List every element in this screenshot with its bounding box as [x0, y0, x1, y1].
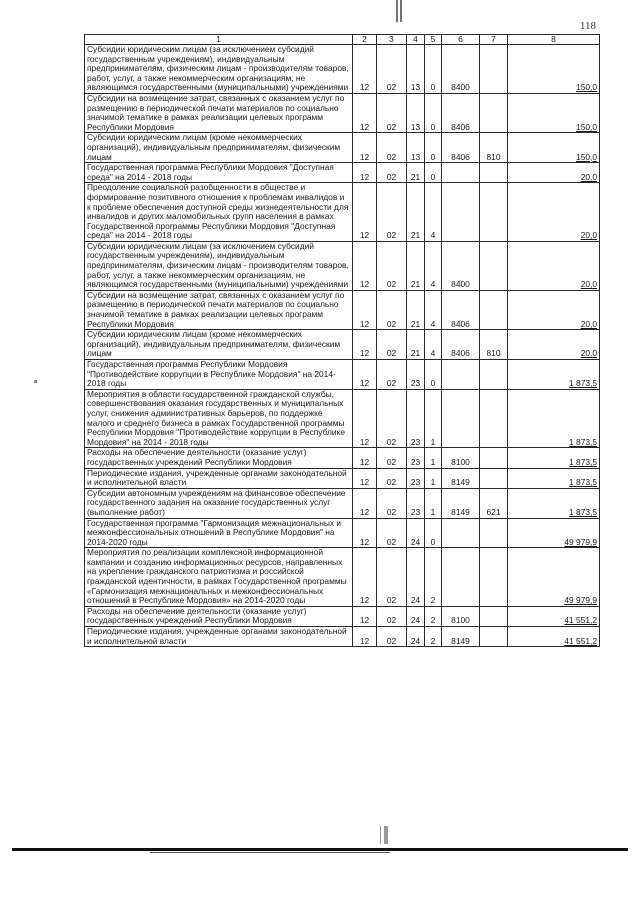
row-code-section: 12: [353, 290, 377, 329]
row-amount: [508, 290, 600, 329]
table-row: [85, 548, 600, 607]
table-row: [85, 93, 600, 132]
row-code-target: [442, 360, 480, 390]
table-row: [85, 133, 600, 163]
row-code-section: 12: [353, 488, 377, 518]
row-description: Государственная программа "Гармонизация межнациональных и межконфессиональных отношений в Республике Мордовия" на 2014-2020 годы: [85, 518, 353, 548]
row-code-expense-type: 810: [480, 330, 508, 360]
row-code-program: 21: [407, 330, 425, 360]
row-description: Субсидии на возмещение затрат, связанных с оказанием услуг по размещению в периодической печати материалов по социально значимой тематике в рамках реализации целевых программ Республики Мордовия: [85, 290, 353, 329]
column-header: 6: [442, 35, 480, 45]
row-code-program: 24: [407, 548, 425, 607]
page-bottom-rule: [12, 848, 628, 851]
row-code-section: 12: [353, 627, 377, 647]
row-code-subprogram: 2: [425, 606, 442, 626]
row-code-subprogram: 1: [425, 468, 442, 488]
row-code-subprogram: 4: [425, 330, 442, 360]
page-number: 118: [579, 20, 596, 32]
row-code-program: 13: [407, 133, 425, 163]
row-code-target: [442, 389, 480, 448]
row-description: Субсидии на возмещение затрат, связанных с оказанием услуг по размещению в периодической печати материалов по социально значимой тематике в рамках реализации целевых программ Республики Мордовия: [85, 93, 353, 132]
row-code-expense-type: [480, 548, 508, 607]
row-code-expense-type: [480, 389, 508, 448]
row-amount: [508, 93, 600, 132]
row-code-subsection: 02: [377, 389, 407, 448]
amount-value: 1 873,5: [569, 506, 597, 517]
row-code-subsection: 02: [377, 45, 407, 94]
table-row: [85, 468, 600, 488]
row-code-subprogram: 0: [425, 133, 442, 163]
table-row: [85, 389, 600, 448]
row-description: Государственная программа Республики Мордовия "Доступная среда" на 2014 - 2018 годы: [85, 163, 353, 183]
row-code-subsection: 02: [377, 468, 407, 488]
row-code-subsection: 02: [377, 488, 407, 518]
column-header: 5: [425, 35, 442, 45]
amount-value: 20,0: [580, 230, 597, 241]
row-code-subprogram: 4: [425, 241, 442, 290]
row-code-program: 23: [407, 488, 425, 518]
row-amount: [508, 488, 600, 518]
row-code-target: [442, 183, 480, 242]
row-code-program: 23: [407, 468, 425, 488]
row-amount: [508, 163, 600, 183]
row-description: Периодические издания, учрежденные органами законодательной и исполнительной власти: [85, 627, 353, 647]
row-amount: [508, 133, 600, 163]
column-header: 8: [508, 35, 600, 45]
row-code-program: 24: [407, 627, 425, 647]
column-header: 7: [480, 35, 508, 45]
column-header: 1: [85, 35, 353, 45]
row-code-target: 8100: [442, 606, 480, 626]
row-code-target: 8149: [442, 627, 480, 647]
row-code-section: 12: [353, 45, 377, 94]
row-code-program: 21: [407, 163, 425, 183]
row-code-section: 12: [353, 389, 377, 448]
row-code-expense-type: [480, 183, 508, 242]
row-code-subsection: 02: [377, 330, 407, 360]
scan-mark-bottom: [380, 826, 388, 844]
row-code-section: 12: [353, 241, 377, 290]
table-row: [85, 290, 600, 329]
row-code-program: 13: [407, 45, 425, 94]
row-code-section: 12: [353, 448, 377, 468]
row-description: Периодические издания, учрежденные органами законодательной и исполнительной власти: [85, 468, 353, 488]
row-code-expense-type: [480, 360, 508, 390]
row-amount: [508, 448, 600, 468]
row-code-subprogram: 0: [425, 518, 442, 548]
row-code-target: 8406: [442, 290, 480, 329]
row-code-expense-type: [480, 627, 508, 647]
row-code-subsection: 02: [377, 518, 407, 548]
amount-value: 20,0: [580, 279, 597, 290]
row-code-target: 8400: [442, 241, 480, 290]
table-row: [85, 518, 600, 548]
row-code-program: 23: [407, 448, 425, 468]
row-code-expense-type: [480, 448, 508, 468]
row-amount: [508, 606, 600, 626]
row-code-target: 8400: [442, 45, 480, 94]
row-code-subprogram: 0: [425, 45, 442, 94]
row-code-target: 8406: [442, 133, 480, 163]
row-code-section: 12: [353, 518, 377, 548]
amount-value: 150,0: [576, 82, 597, 93]
row-code-target: 8149: [442, 488, 480, 518]
row-description: Субсидии юридическим лицам (кроме некоммерческих организаций), индивидуальным предпринимателям, физическим лицам: [85, 133, 353, 163]
row-code-subsection: 02: [377, 183, 407, 242]
row-code-section: 12: [353, 93, 377, 132]
amount-value: 150,0: [576, 151, 597, 162]
row-code-expense-type: [480, 163, 508, 183]
row-code-expense-type: [480, 518, 508, 548]
row-code-target: [442, 548, 480, 607]
amount-value: 1 873,5: [569, 456, 597, 467]
row-code-section: 12: [353, 468, 377, 488]
amount-value: 41 551,2: [564, 615, 597, 626]
row-amount: [508, 360, 600, 390]
row-code-program: 21: [407, 183, 425, 242]
row-code-subprogram: 4: [425, 183, 442, 242]
row-code-subprogram: 1: [425, 448, 442, 468]
table-row: [85, 606, 600, 626]
row-code-program: 24: [407, 518, 425, 548]
row-description: Мероприятия в области государственной гражданской службы, совершенствования оказания государственных и муниципальных услуг, снижения административных барьеров, по поддержке малого и среднего бизнеса в рамках Государственной программы Республики Мордовия "Противодействие коррупции в Республике Мордовия" на 2014 - 2018 годы: [85, 389, 353, 448]
row-code-section: 12: [353, 163, 377, 183]
row-amount: [508, 241, 600, 290]
row-code-subprogram: 4: [425, 290, 442, 329]
row-code-target: [442, 163, 480, 183]
amount-value: 1 873,5: [569, 378, 597, 389]
scan-mark-top: [396, 0, 402, 22]
row-amount: [508, 468, 600, 488]
scan-speck: [34, 380, 37, 383]
row-code-program: 13: [407, 93, 425, 132]
column-header: 3: [377, 35, 407, 45]
table-row: [85, 183, 600, 242]
row-code-subprogram: 0: [425, 360, 442, 390]
row-amount: [508, 45, 600, 94]
column-header: 4: [407, 35, 425, 45]
amount-value: 49 979,9: [564, 536, 597, 547]
row-code-section: 12: [353, 133, 377, 163]
amount-value: 41 551,2: [564, 635, 597, 646]
row-code-expense-type: [480, 606, 508, 626]
row-code-subsection: 02: [377, 290, 407, 329]
row-code-program: 24: [407, 606, 425, 626]
row-code-subsection: 02: [377, 163, 407, 183]
amount-value: 1 873,5: [569, 436, 597, 447]
row-code-subprogram: 0: [425, 93, 442, 132]
row-amount: [508, 627, 600, 647]
row-code-section: 12: [353, 606, 377, 626]
row-code-expense-type: [480, 45, 508, 94]
amount-value: 20,0: [580, 171, 597, 182]
row-code-section: 12: [353, 360, 377, 390]
row-code-subprogram: 2: [425, 627, 442, 647]
table-row: [85, 163, 600, 183]
table-row: [85, 330, 600, 360]
amount-value: 20,0: [580, 318, 597, 329]
row-code-program: 21: [407, 241, 425, 290]
amount-value: 1 873,5: [569, 477, 597, 488]
table-row: [85, 448, 600, 468]
row-description: Субсидии юридическим лицам (за исключением субсидий государственным учреждениям), индивидуальным предпринимателям, физическим лицам - производителям товаров, работ, услуг, а также некоммерческим организациям, не являющимся государственными (муниципальными) учреждениями: [85, 45, 353, 94]
row-code-expense-type: [480, 290, 508, 329]
row-description: Государственная программа Республики Мордовия "Противодействие коррупции в Республике Мордовия" на 2014-2018 годы: [85, 360, 353, 390]
row-description: Субсидии юридическим лицам (за исключением субсидий государственным учреждениям), индивидуальным предпринимателям, физическим лицам - производителям товаров, работ, услуг, а также некоммерческим организациям, не являющимся государственными (муниципальными) учреждениями: [85, 241, 353, 290]
table-row: [85, 360, 600, 390]
page-bottom-rule-secondary: [150, 852, 390, 853]
row-code-target: 8406: [442, 330, 480, 360]
row-code-subprogram: 1: [425, 389, 442, 448]
row-amount: [508, 330, 600, 360]
row-code-section: 12: [353, 548, 377, 607]
row-code-subsection: 02: [377, 448, 407, 468]
row-code-subsection: 02: [377, 241, 407, 290]
row-amount: [508, 548, 600, 607]
row-description: Преодоление социальной разобщенности в обществе и формирование позитивного отношения к проблемам инвалидов и к проблеме обеспечения доступной среды жизнедеятельности для инвалидов и других маломобильных групп населения в рамках Государственной программы Республики Мордовия "Доступная среда" на 2014 - 2018 годы: [85, 183, 353, 242]
row-amount: [508, 389, 600, 448]
row-description: Субсидии автономным учреждениям на финансовое обеспечение государственного задания на оказание государственных услуг (выполнение работ): [85, 488, 353, 518]
row-code-target: [442, 518, 480, 548]
row-description: Расходы на обеспечение деятельности (оказание услуг) государственных учреждений Республики Мордовия: [85, 606, 353, 626]
row-description: Субсидии юридическим лицам (кроме некоммерческих организаций), индивидуальным предпринимателям, физическим лицам: [85, 330, 353, 360]
row-code-subsection: 02: [377, 93, 407, 132]
row-code-subsection: 02: [377, 548, 407, 607]
row-amount: [508, 183, 600, 242]
column-header: 2: [353, 35, 377, 45]
row-code-expense-type: 621: [480, 488, 508, 518]
row-description: Расходы на обеспечение деятельности (оказание услуг) государственных учреждений Республики Мордовия: [85, 448, 353, 468]
table-row: [85, 241, 600, 290]
row-code-section: 12: [353, 183, 377, 242]
row-code-subprogram: 1: [425, 488, 442, 518]
amount-value: 20,0: [580, 348, 597, 359]
row-amount: [508, 518, 600, 548]
row-code-program: 21: [407, 290, 425, 329]
row-code-subsection: 02: [377, 360, 407, 390]
row-code-program: 23: [407, 360, 425, 390]
row-code-program: 23: [407, 389, 425, 448]
row-description: Мероприятия по реализации комплексной информационной кампании и созданию информационных ресурсов, направленных на укрепление гражданского патриотизма и российской гражданской идентичности, в рамках Государственной программы «Гармонизация межнациональных и межконфессиональных отношений в Республике Мордовия» на 2014-2020 годы: [85, 548, 353, 607]
table-row: [85, 627, 600, 647]
row-code-subprogram: 2: [425, 548, 442, 607]
row-code-target: 8100: [442, 448, 480, 468]
row-code-expense-type: [480, 241, 508, 290]
budget-table: [84, 34, 600, 647]
table-row: [85, 488, 600, 518]
row-code-target: 8406: [442, 93, 480, 132]
row-code-expense-type: 810: [480, 133, 508, 163]
row-code-subprogram: 0: [425, 163, 442, 183]
row-code-subsection: 02: [377, 133, 407, 163]
amount-value: 49 979,9: [564, 595, 597, 606]
row-code-target: 8149: [442, 468, 480, 488]
row-code-expense-type: [480, 468, 508, 488]
table-row: [85, 45, 600, 94]
amount-value: 150,0: [576, 121, 597, 132]
table-header-row: [85, 35, 600, 45]
row-code-subsection: 02: [377, 606, 407, 626]
row-code-section: 12: [353, 330, 377, 360]
row-code-expense-type: [480, 93, 508, 132]
row-code-subsection: 02: [377, 627, 407, 647]
